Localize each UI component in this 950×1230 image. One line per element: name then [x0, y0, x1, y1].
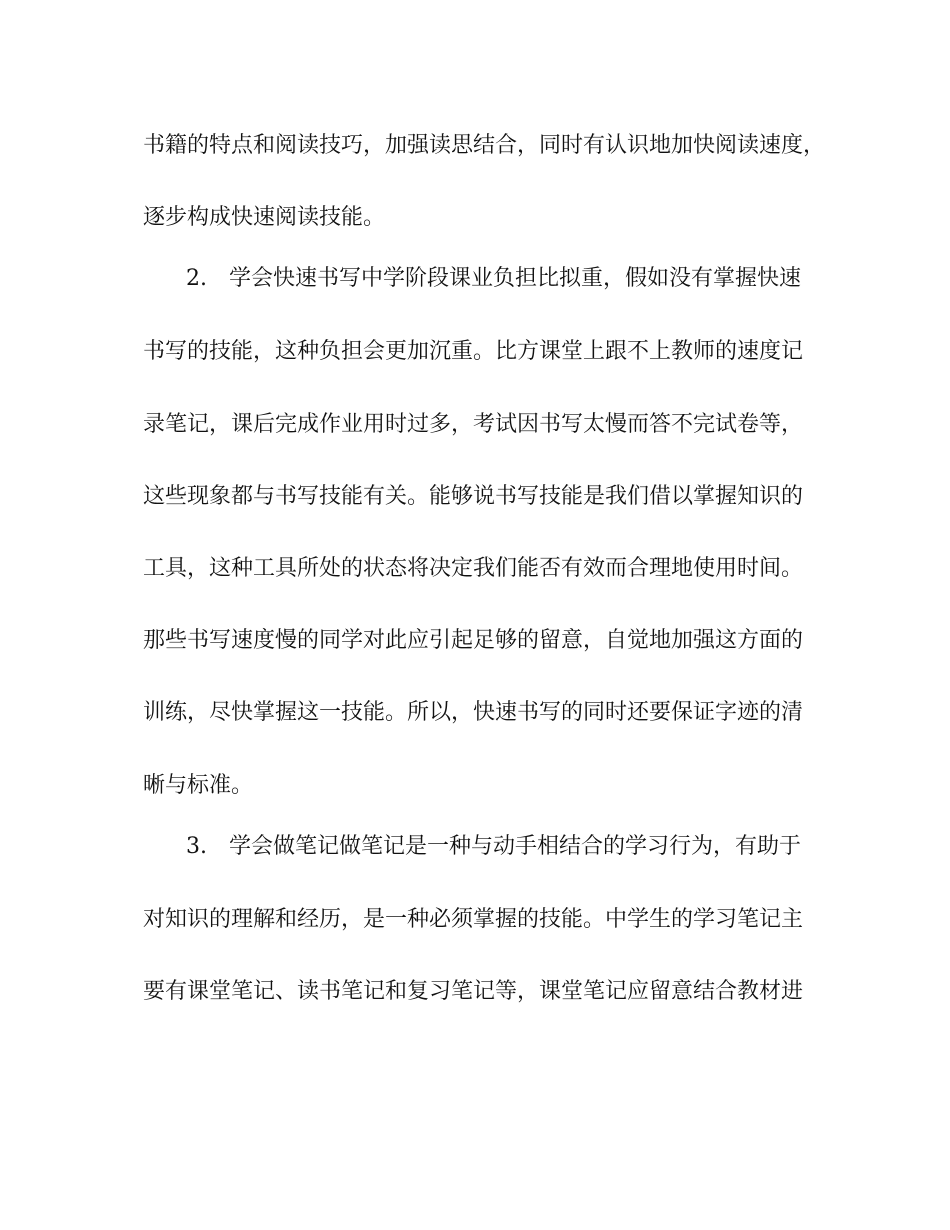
- text-line: 逐步构成快速阅读技能。: [143, 205, 386, 230]
- text-line: 书写的技能，这种负担会更加沉重。比方课堂上跟不上教师的速度记: [143, 339, 804, 364]
- text-line: 录笔记，课后完成作业用时过多，考试因书写太慢而答不完试卷等，: [143, 412, 804, 437]
- text-line: 那些书写速度慢的同学对此应引起足够的留意，自觉地加强这方面的: [143, 628, 804, 653]
- text-line: 训练，尽快掌握这一技能。所以，快速书写的同时还要保证字迹的清: [143, 700, 804, 725]
- text-line: 工具，这种工具所处的状态将决定我们能否有效而合理地使用时间。: [143, 556, 804, 581]
- text-line: 要有课堂笔记、读书笔记和复习笔记等，课堂笔记应留意结合教材进: [143, 979, 804, 1004]
- text-line: 这些现象都与书写技能有关。能够说书写技能是我们借以掌握知识的: [143, 484, 804, 509]
- text-line: 对知识的理解和经历，是一种必须掌握的技能。中学生的学习笔记主: [143, 907, 804, 932]
- paragraph-start-line: 2. 学会快速书写中学阶段课业负担比拟重，假如没有掌握快速: [186, 266, 801, 291]
- paragraph-start-line: 3. 学会做笔记做笔记是一种与动手相结合的学习行为，有助于: [186, 834, 801, 859]
- text-line: 晰与标准。: [143, 773, 254, 798]
- text-line: 书籍的特点和阅读技巧，加强读思结合，同时有认识地加快阅读速度，: [143, 133, 826, 158]
